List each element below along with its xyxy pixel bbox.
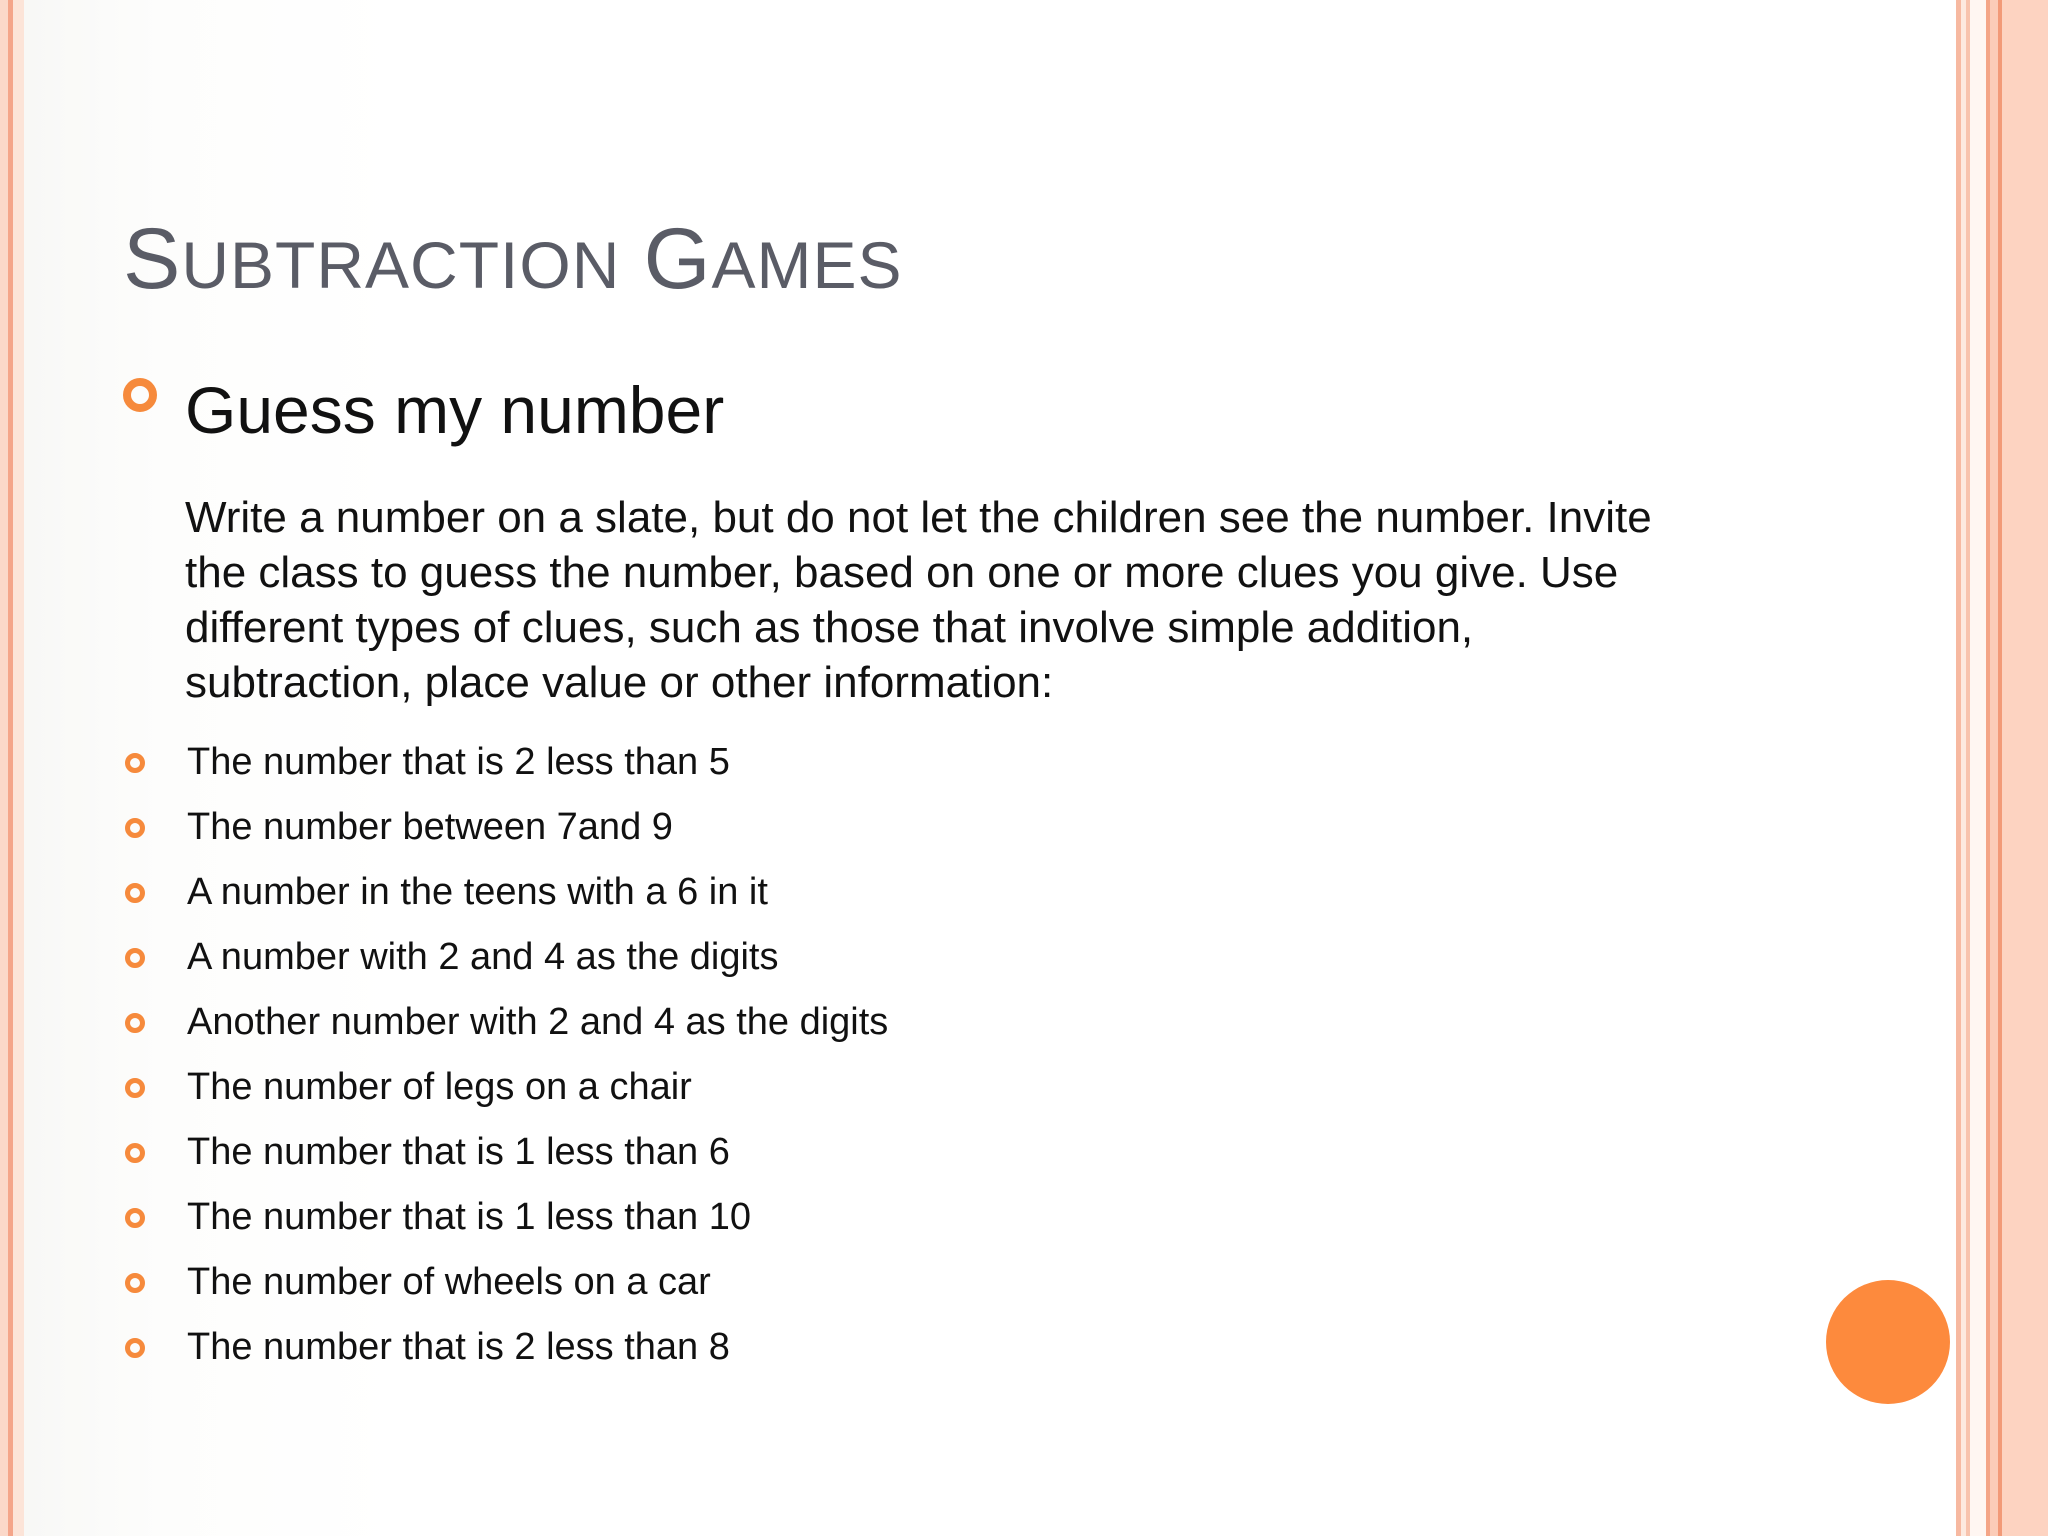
list-item bbox=[123, 730, 888, 795]
orange-circle-decoration bbox=[1826, 1280, 1950, 1404]
paragraph-line: different types of clues, such as those that involve simple addition, bbox=[185, 603, 1474, 652]
paragraph-line: subtraction, place value or other information: bbox=[185, 658, 1054, 707]
orange-ring-bullet-icon bbox=[125, 753, 145, 773]
orange-ring-bullet-icon bbox=[125, 1078, 145, 1098]
clues-list bbox=[123, 730, 888, 1380]
clue-text: The number that is 2 less than 8 bbox=[187, 1326, 730, 1368]
title-cap-2: G bbox=[643, 211, 712, 307]
list-item bbox=[123, 1250, 888, 1315]
clue-text: A number with 2 and 4 as the digits bbox=[187, 936, 779, 978]
list-item bbox=[123, 1315, 888, 1380]
clue-text: A number in the teens with a 6 in it bbox=[187, 871, 768, 913]
list-item bbox=[123, 1185, 888, 1250]
title-cap-1: S bbox=[123, 211, 182, 307]
section-heading: Guess my number bbox=[185, 373, 725, 447]
right-border-decoration bbox=[1956, 0, 2048, 1536]
paragraph-line: Write a number on a slate, but do not let the children see the number. Invite bbox=[185, 493, 1652, 542]
orange-ring-bullet-icon bbox=[125, 1143, 145, 1163]
list-item bbox=[123, 1055, 888, 1120]
orange-ring-bullet-icon bbox=[125, 1273, 145, 1293]
orange-ring-bullet-icon bbox=[123, 378, 157, 412]
clue-text: The number that is 1 less than 6 bbox=[187, 1131, 730, 1173]
orange-ring-bullet-icon bbox=[125, 1208, 145, 1228]
clue-text: The number that is 1 less than 10 bbox=[187, 1196, 751, 1238]
clue-text: The number that is 2 less than 5 bbox=[187, 741, 730, 783]
title-rest-2: AMES bbox=[711, 228, 903, 302]
orange-ring-bullet-icon bbox=[125, 1338, 145, 1358]
clue-text: The number between 7and 9 bbox=[187, 806, 673, 848]
paragraph-line: the class to guess the number, based on one or more clues you give. Use bbox=[185, 548, 1619, 597]
title-rest-1: UBTRACTION bbox=[181, 228, 621, 302]
list-item bbox=[123, 990, 888, 1055]
orange-ring-bullet-icon bbox=[125, 883, 145, 903]
clue-text: The number of legs on a chair bbox=[187, 1066, 692, 1108]
list-item bbox=[123, 795, 888, 860]
clue-text: Another number with 2 and 4 as the digits bbox=[187, 1001, 889, 1043]
slide-title bbox=[123, 210, 903, 309]
instructions-paragraph bbox=[185, 490, 1785, 710]
list-item bbox=[123, 1120, 888, 1185]
list-item bbox=[123, 860, 888, 925]
heading-bullet bbox=[123, 378, 157, 412]
clue-text: The number of wheels on a car bbox=[187, 1261, 711, 1303]
orange-ring-bullet-icon bbox=[125, 818, 145, 838]
left-border-decoration bbox=[0, 0, 24, 1536]
list-item bbox=[123, 925, 888, 990]
orange-ring-bullet-icon bbox=[125, 948, 145, 968]
orange-ring-bullet-icon bbox=[125, 1013, 145, 1033]
